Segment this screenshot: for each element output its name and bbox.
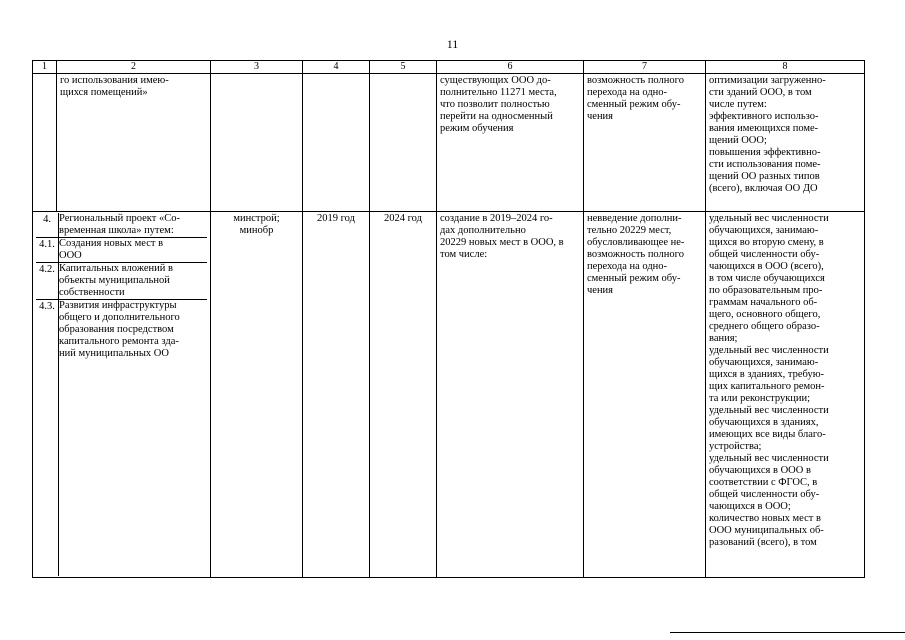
text-line: удельный вес численности	[709, 213, 829, 224]
column-number: 2	[57, 61, 211, 74]
text-line: том числе:	[440, 249, 488, 260]
text-line: по образовательным про-	[709, 285, 823, 296]
cell-responsible	[211, 212, 303, 578]
text-line: вания;	[709, 333, 738, 344]
cell-result	[437, 74, 584, 212]
column-number: 7	[584, 61, 706, 74]
text-line: сти использования поме-	[709, 159, 821, 170]
text-line: Капитальных вложений в	[59, 263, 173, 274]
text-line: полнительно 11271 места,	[440, 87, 557, 98]
text-line: граммам начального об-	[709, 297, 818, 308]
column-number: 5	[370, 61, 437, 74]
cell-responsible	[211, 74, 303, 212]
text-line: общего и дополнительного	[59, 312, 180, 323]
cell-start: 2019 год	[303, 212, 370, 578]
text-line: вания имеющихся поме-	[709, 123, 819, 134]
text-line: минстрой;	[233, 213, 280, 224]
text-line: перейти на односменный	[440, 111, 553, 122]
text-line: числе путем:	[709, 99, 767, 110]
sub-item	[36, 237, 207, 262]
column-number: 1	[33, 61, 57, 74]
text-line: сменный режим обу-	[587, 273, 681, 284]
column-number: 3	[211, 61, 303, 74]
measures-table	[32, 60, 865, 578]
footer-rule	[670, 632, 905, 633]
text-line: что позволит полностью	[440, 99, 550, 110]
text-line: ний муниципальных ОО	[59, 348, 169, 359]
text-line: объекты муниципальной	[59, 275, 170, 286]
cell-number	[33, 212, 211, 578]
text-line: разований (всего), в том	[709, 537, 817, 548]
text-line: образования посредством	[59, 324, 174, 335]
column-number: 4	[303, 61, 370, 74]
text-line: эффективного использо-	[709, 111, 819, 122]
column-number-row	[33, 61, 865, 74]
cell-result	[437, 212, 584, 578]
text-line: обучающихся, занимаю-	[709, 225, 819, 236]
text-line: возможность полного	[587, 75, 684, 86]
item-text	[59, 263, 207, 299]
text-line: сти зданий ООО, в том	[709, 87, 812, 98]
text-line: обучающихся, занимаю-	[709, 357, 819, 368]
text-line: та или реконструкции;	[709, 393, 811, 404]
sub-item	[36, 262, 207, 299]
cell-indicator	[706, 74, 865, 212]
text-line: щихся во вторую смену, в	[709, 237, 824, 248]
text-line: ООО муниципальных об-	[709, 525, 824, 536]
item-number: 4.	[36, 213, 59, 237]
text-line: соответствии с ФГОС, в	[709, 477, 818, 488]
text-line: минобр	[239, 225, 274, 236]
text-line: 20229 новых мест в ООО, в	[440, 237, 564, 248]
text-line: существующих ООО до-	[440, 75, 551, 86]
text-line: Создания новых мест в	[59, 238, 164, 249]
text-line: щихся помещений»	[60, 87, 148, 98]
text-line: удельный вес численности	[709, 345, 829, 356]
text-line: щений ООО;	[709, 135, 767, 146]
text-line: невведение дополни-	[587, 213, 682, 224]
text-line: тельно 20229 мест,	[587, 225, 672, 236]
table-row-project	[33, 212, 865, 578]
text-line: обучающихся в ООО в	[709, 465, 811, 476]
item-number: 4.3.	[36, 300, 59, 576]
text-line: удельный вес численности	[709, 405, 829, 416]
cell-end	[370, 74, 437, 212]
cell-number	[33, 74, 57, 212]
text-line: в том числе обучающихся	[709, 273, 825, 284]
cell-measure	[57, 74, 211, 212]
text-line: щихся в зданиях, требую-	[709, 369, 825, 380]
text-line: сменный режим обу-	[587, 99, 681, 110]
item-number: 4.1.	[36, 238, 59, 262]
text-line: щего, основного общего,	[709, 309, 821, 320]
cell-end: 2024 год	[370, 212, 437, 578]
text-line: возможность полного	[587, 249, 684, 260]
text-line: (всего), включая ОО ДО	[709, 183, 818, 194]
page-number: 11	[446, 37, 459, 51]
text-line: режим обучения	[440, 123, 514, 134]
text-line: щений ОО разных типов	[709, 171, 820, 182]
text-line: капитального ремонта зда-	[59, 336, 179, 347]
text-line: удельный вес численности	[709, 453, 829, 464]
text-line: общей численности обу-	[709, 489, 820, 500]
text-line: Развития инфраструктуры	[59, 300, 177, 311]
column-number: 6	[437, 61, 584, 74]
text-line: общей численности обу-	[709, 249, 820, 260]
text-line: обусловливающее не-	[587, 237, 685, 248]
cell-consequence	[584, 212, 706, 578]
text-line: имеющих все виды благо-	[709, 429, 826, 440]
text-line: повышения эффективно-	[709, 147, 821, 158]
sub-item	[36, 213, 207, 237]
text-line: щих капитального ремон-	[709, 381, 825, 392]
text-line: чения	[587, 285, 614, 296]
cell-indicator	[706, 212, 865, 578]
cell-start	[303, 74, 370, 212]
table-row-continuation	[33, 74, 865, 212]
item-text	[59, 238, 207, 262]
sub-item	[36, 299, 207, 576]
column-number: 8	[706, 61, 865, 74]
text-line: обучающихся в зданиях,	[709, 417, 819, 428]
text-line: перехода на одно-	[587, 261, 668, 272]
text-line: перехода на одно-	[587, 87, 668, 98]
text-line: чающихся в ООО;	[709, 501, 791, 512]
text-line: среднего общего образо-	[709, 321, 820, 332]
item-text	[59, 300, 207, 576]
text-line: оптимизации загруженно-	[709, 75, 826, 86]
sub-items	[36, 213, 207, 576]
item-text	[59, 213, 207, 237]
text-line: собственности	[59, 287, 125, 298]
text-line: количество новых мест в	[709, 513, 821, 524]
text-line: чающихся в ООО (всего),	[709, 261, 824, 272]
text-line: создание в 2019–2024 го-	[440, 213, 553, 224]
text-line: го использования имею-	[60, 75, 169, 86]
text-line: Региональный проект «Со-	[59, 213, 180, 224]
text-line: дах дополнительно	[440, 225, 526, 236]
text-line: ООО	[59, 250, 82, 261]
item-number: 4.2.	[36, 263, 59, 299]
text-line: устройства;	[709, 441, 762, 452]
text-line: чения	[587, 111, 614, 122]
text-line: временная школа» путем:	[59, 225, 174, 236]
cell-consequence	[584, 74, 706, 212]
